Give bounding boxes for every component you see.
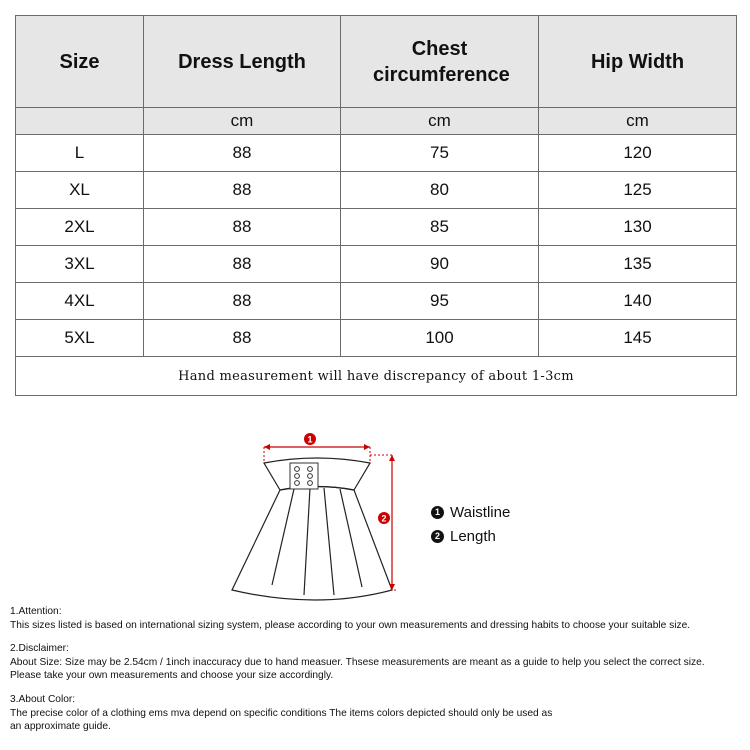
chest-cell: 75 [341, 135, 539, 172]
hip-cell: 125 [539, 172, 737, 209]
header-hip-width: Hip Width [539, 16, 737, 108]
size-cell: 5XL [16, 320, 144, 357]
chest-cell: 95 [341, 283, 539, 320]
length-cell: 88 [144, 209, 341, 246]
hip-cell: 140 [539, 283, 737, 320]
length-cell: 88 [144, 172, 341, 209]
length-cell: 88 [144, 135, 341, 172]
disclaimer-title: 2.Disclaimer: [10, 643, 69, 655]
color-line: The precise color of a clothing ems mva depend on specific conditions The items colors depicted should only be used as [10, 707, 553, 719]
size-chart-table [15, 15, 737, 396]
hip-cell: 135 [539, 246, 737, 283]
legend-item-length [431, 524, 510, 548]
unit-cell: cm [539, 108, 737, 135]
legend-label: Length [450, 527, 496, 545]
length-cell: 88 [144, 246, 341, 283]
header-dress-length: Dress Length [144, 16, 341, 108]
measurement-legend [431, 500, 510, 548]
table-row [16, 246, 737, 283]
table-units-row [16, 108, 737, 135]
button-icons [290, 463, 318, 489]
legend-label: Waistline [450, 503, 511, 521]
disclaimer-line: Please take your own measurements and choose your size accordingly. [10, 670, 334, 682]
color-line: an approximate guide. [10, 721, 111, 733]
size-cell: 3XL [16, 246, 144, 283]
color-title: 3.About Color: [10, 693, 76, 705]
unit-cell: cm [144, 108, 341, 135]
skirt-body-shape [232, 487, 392, 601]
size-cell: L [16, 135, 144, 172]
table-note-row [16, 357, 737, 396]
header-chest-circumference: Chest circumference [341, 16, 539, 108]
table-row [16, 172, 737, 209]
size-cell: XL [16, 172, 144, 209]
hip-cell: 145 [539, 320, 737, 357]
skirt-illustration [222, 425, 412, 605]
legend-item-waistline [431, 500, 510, 524]
header-size: Size [16, 16, 144, 108]
unit-cell [16, 108, 144, 135]
disclaimer-line: About Size: Size may be 2.54cm / 1inch inaccuracy due to hand measuer. Thsese measurements are meant as a guide to help you select the correct size. [10, 656, 705, 668]
size-cell: 2XL [16, 209, 144, 246]
table-row [16, 135, 737, 172]
unit-cell: cm [341, 108, 539, 135]
table-row [16, 320, 737, 357]
marker-1-label: 1 [307, 434, 313, 445]
table-header-row [16, 16, 737, 108]
chest-cell: 100 [341, 320, 539, 357]
number-badge-icon: 2 [431, 530, 444, 543]
notes-section [10, 605, 750, 734]
chest-cell: 85 [341, 209, 539, 246]
length-cell: 88 [144, 320, 341, 357]
length-cell: 88 [144, 283, 341, 320]
table-row [16, 283, 737, 320]
skirt-diagram [222, 425, 412, 605]
table-row [16, 209, 737, 246]
number-badge-icon: 1 [431, 506, 444, 519]
measurement-note: Hand measurement will have discrepancy of about 1-3cm [16, 357, 737, 396]
size-cell: 4XL [16, 283, 144, 320]
hip-cell: 130 [539, 209, 737, 246]
attention-title: 1.Attention: [10, 606, 62, 617]
chest-cell: 80 [341, 172, 539, 209]
chest-cell: 90 [341, 246, 539, 283]
hip-cell: 120 [539, 135, 737, 172]
marker-2-label: 2 [381, 513, 387, 524]
attention-text: This sizes listed is based on international sizing system, please according to your own measurements and dressing habits to choose your suitable size. [10, 619, 691, 631]
